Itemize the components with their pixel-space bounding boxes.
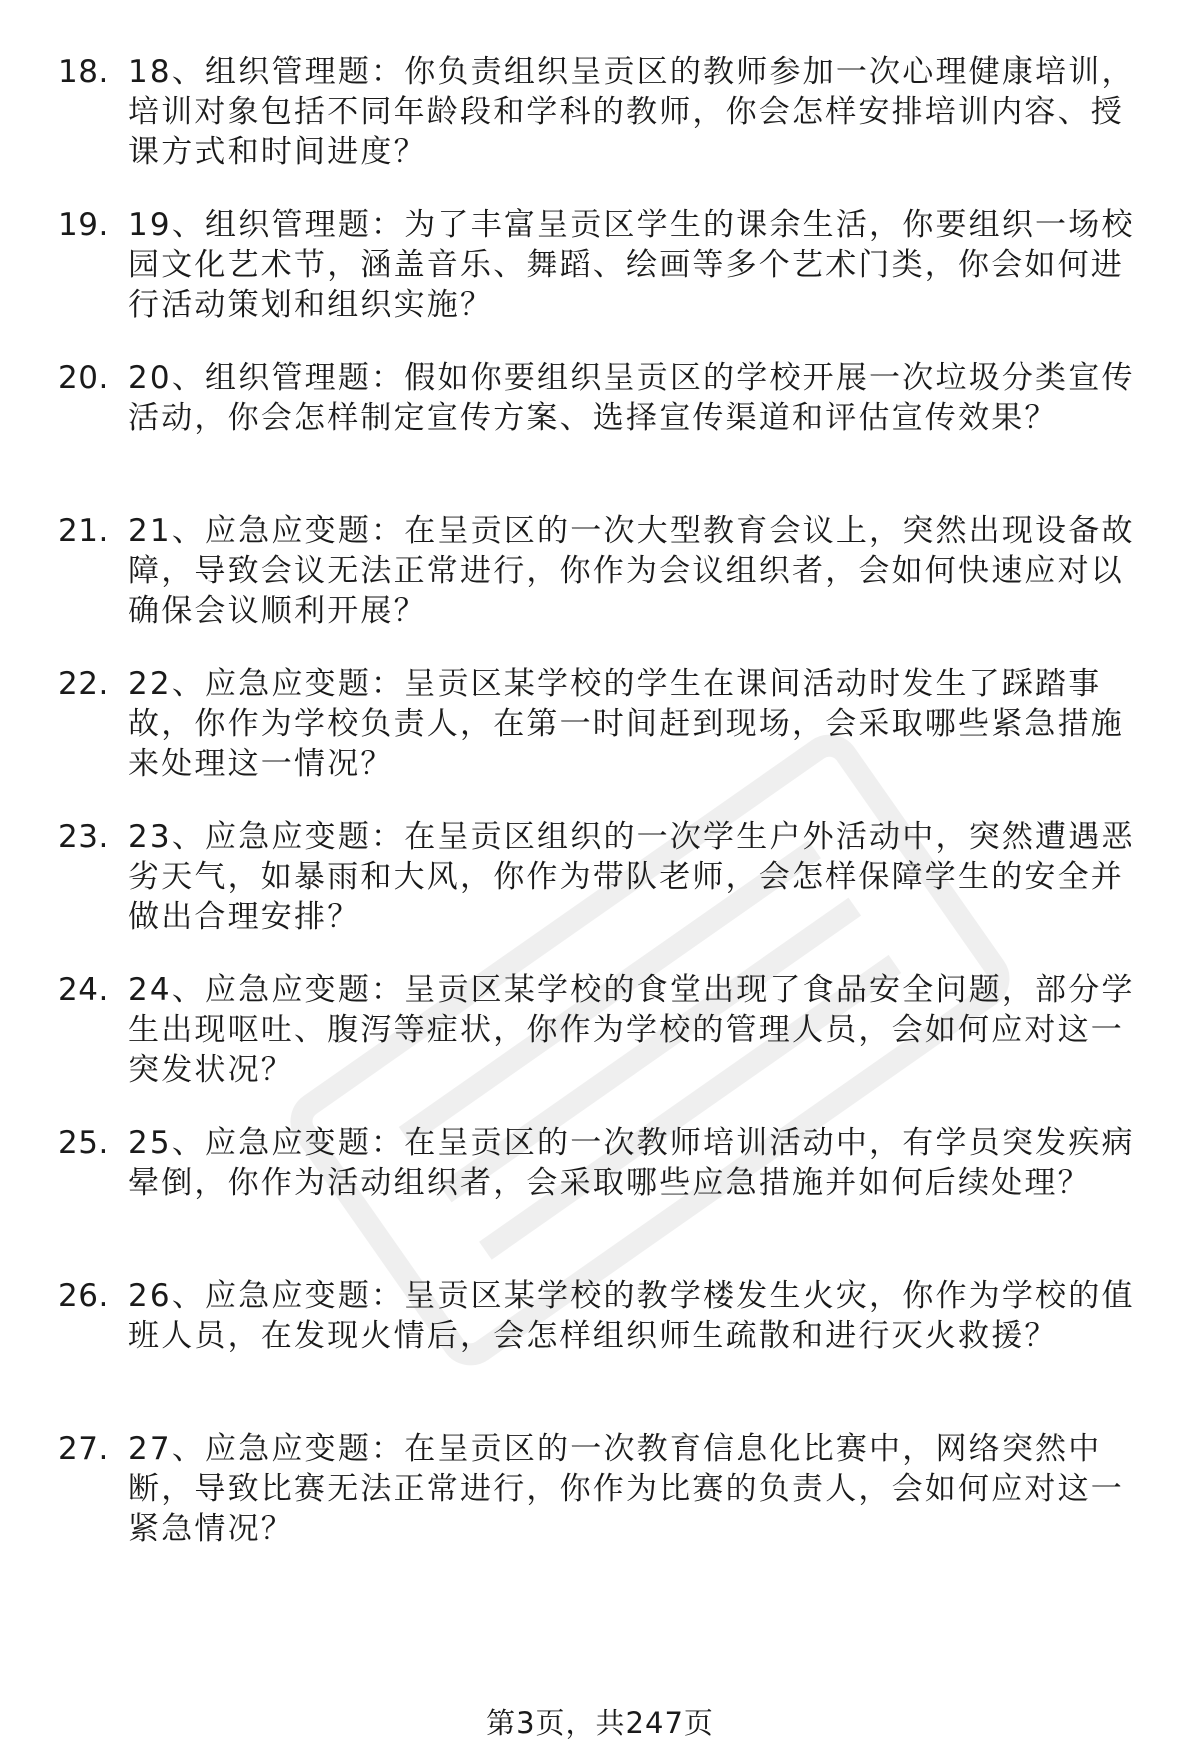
question-text: 23、应急应变题：在呈贡区组织的一次学生户外活动中，突然遭遇恶劣天气，如暴雨和大风，你作为带队老师，会怎样保障学生的安全并做出合理安排？	[128, 819, 1135, 935]
question-text: 18、组织管理题：你负责组织呈贡区的教师参加一次心理健康培训，培训对象包括不同年龄段和学科的教师，你会怎样安排培训内容、授课方式和时间进度？	[128, 54, 1135, 170]
question-number: 25.	[58, 1125, 109, 1161]
question-item	[58, 205, 1148, 358]
question-text: 27、应急应变题：在呈贡区的一次教育信息化比赛中，网络突然中断，导致比赛无法正常进行，你作为比赛的负责人，会如何应对这一紧急情况？	[128, 1431, 1124, 1547]
question-text: 26、应急应变题：呈贡区某学校的教学楼发生火灾，你作为学校的值班人员，在发现火情后，会怎样组织师生疏散和进行灭火救援？	[128, 1278, 1135, 1354]
question-number: 19.	[58, 207, 109, 243]
question-number: 22.	[58, 666, 109, 702]
question-number: 27.	[58, 1431, 109, 1467]
question-item	[58, 1429, 1148, 1582]
question-item	[58, 1123, 1148, 1276]
question-item	[58, 817, 1148, 970]
question-item	[58, 358, 1148, 511]
question-number: 23.	[58, 819, 109, 855]
page-footer	[0, 1705, 1200, 1741]
question-number: 24.	[58, 972, 109, 1008]
question-text: 20、组织管理题：假如你要组织呈贡区的学校开展一次垃圾分类宣传活动，你会怎样制定宣传方案、选择宣传渠道和评估宣传效果？	[128, 360, 1135, 436]
question-text: 21、应急应变题：在呈贡区的一次大型教育会议上，突然出现设备故障，导致会议无法正常进行，你作为会议组织者，会如何快速应对以确保会议顺利开展？	[128, 513, 1135, 629]
question-item	[58, 664, 1148, 817]
question-item	[58, 52, 1148, 205]
question-number: 20.	[58, 360, 109, 396]
question-text: 25、应急应变题：在呈贡区的一次教师培训活动中，有学员突发疾病晕倒，你作为活动组织者，会采取哪些应急措施并如何后续处理？	[128, 1125, 1135, 1201]
question-number: 18.	[58, 54, 109, 90]
question-number: 21.	[58, 513, 109, 549]
question-item	[58, 970, 1148, 1123]
question-list	[58, 52, 1148, 1582]
question-item	[58, 1276, 1148, 1429]
page-number-label: 第3页，共247页	[486, 1706, 714, 1740]
question-text: 19、组织管理题：为了丰富呈贡区学生的课余生活，你要组织一场校园文化艺术节，涵盖音乐、舞蹈、绘画等多个艺术门类，你会如何进行活动策划和组织实施？	[128, 207, 1135, 323]
question-item	[58, 511, 1148, 664]
question-text: 24、应急应变题：呈贡区某学校的食堂出现了食品安全问题，部分学生出现呕吐、腹泻等症状，你作为学校的管理人员，会如何应对这一突发状况？	[128, 972, 1135, 1088]
question-text: 22、应急应变题：呈贡区某学校的学生在课间活动时发生了踩踏事故，你作为学校负责人，在第一时间赶到现场，会采取哪些紧急措施来处理这一情况？	[128, 666, 1124, 782]
question-number: 26.	[58, 1278, 109, 1314]
